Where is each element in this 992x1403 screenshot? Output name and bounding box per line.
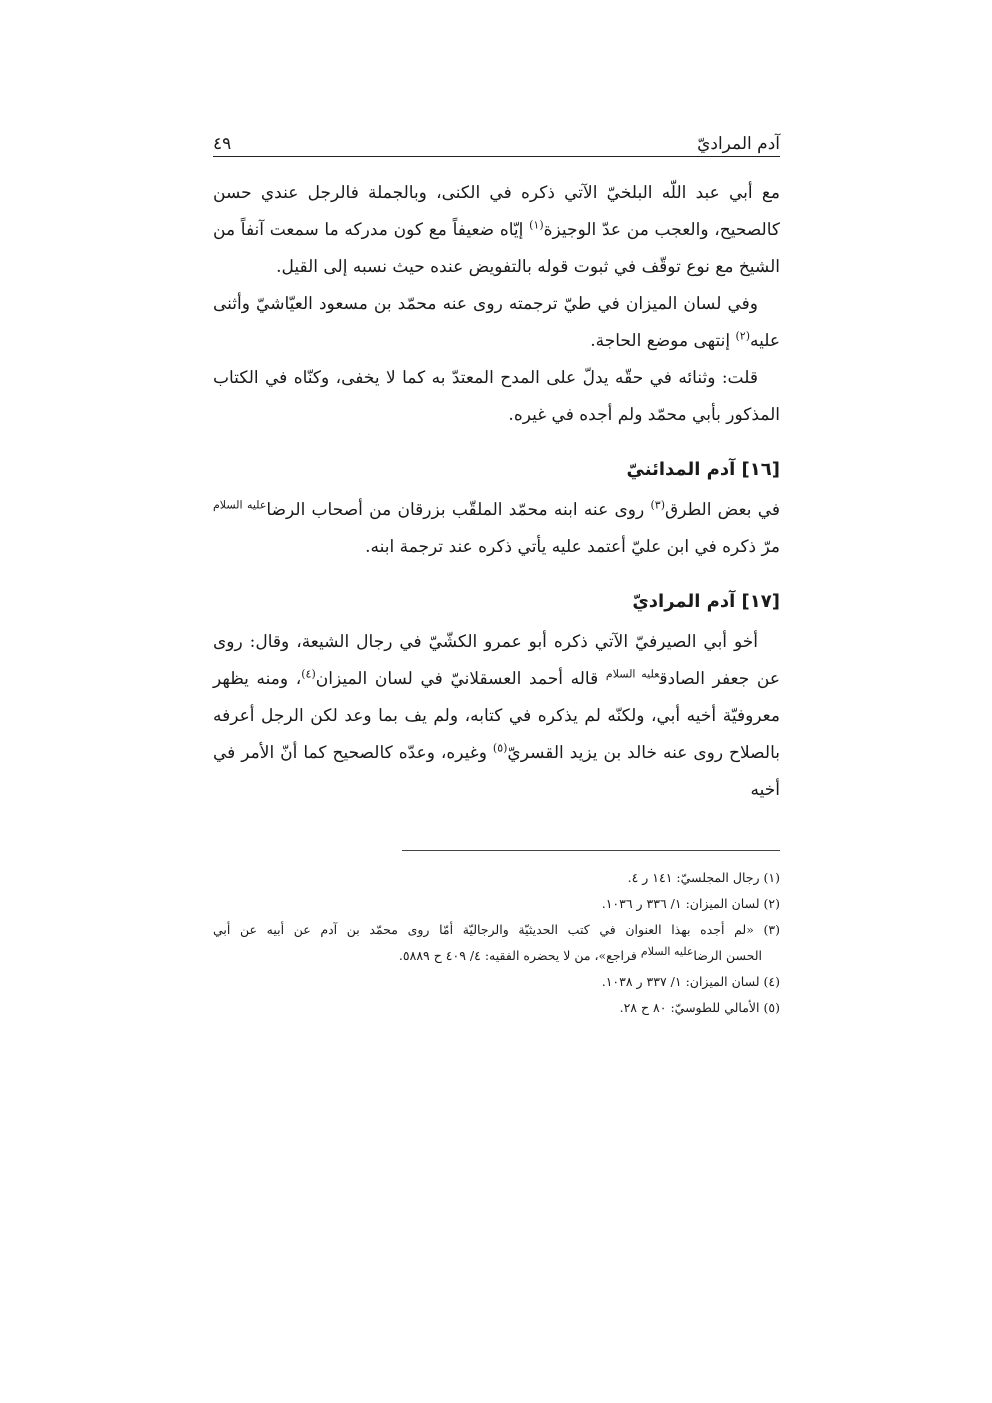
footnote-ref-3[interactable]: (٣) xyxy=(650,498,665,512)
book-page xyxy=(213,118,780,1021)
text-run: وفي لسان الميزان في طيّ ترجمته روى عنه محمّد بن مسعود العيّاشيّ وأثنى عليه xyxy=(213,294,780,351)
paragraph-entry-16 xyxy=(213,492,780,566)
paragraph-2 xyxy=(213,286,780,360)
text-run: مرّ ذكره في ابن عليّ أعتمد عليه يأتي ذكره عند ترجمة ابنه. xyxy=(365,537,780,557)
text-run: أخو أبي الصيرفيّ الآتي ذكره أبو عمرو الكشّيّ في رجال الشيعة، وقال: روى عن جعفر الصادق xyxy=(213,632,780,689)
blessing-glyph: عليه السلام xyxy=(213,498,267,512)
footnote-ref-5[interactable]: (٥) xyxy=(492,741,508,755)
text-run: فراجع»، من لا يحضره الفقيه: ٤/ ٤٠٩ ح ٥٨٨٩. xyxy=(398,948,641,963)
paragraph-1 xyxy=(213,175,780,286)
section-heading-17: [١٧] آدم المراديّ xyxy=(632,591,780,612)
text-run: إنتهى موضع الحاجة. xyxy=(590,331,736,351)
footnotes xyxy=(213,865,780,1021)
footnote-3: (٣) «لم أجده بهذا العنوان في كتب الحديثيّة والرجاليّة أمّا روى محمّد بن آدم عن أبيه عن أبي xyxy=(213,922,780,937)
text-run: مع أبي عبد اللّه البلخيّ الآتي ذكره في الكنى، وبالجملة فالرجل عندي حسن كالصحيح، والعجب من عدّ الوجيزة xyxy=(213,183,781,240)
blessing-glyph: عليه السلام xyxy=(640,944,694,958)
running-header xyxy=(213,118,780,154)
footnote-ref-2[interactable]: (٢) xyxy=(735,329,750,343)
blessing-glyph: عليه السلام xyxy=(605,667,660,681)
footnote-5: (٥) الأمالي للطوسيّ: ٨٠ ح ٢٨. xyxy=(619,1000,780,1015)
paragraph-3: قلت: وثنائه في حقّه يدلّ على المدح المعتدّ به كما لا يخفى، وكنّاه في الكتاب المذكور بأبي محمّد ولم أجده في غيره. xyxy=(213,368,780,425)
text-run: الحسن الرضا xyxy=(693,948,762,963)
text-run: قاله أحمد العسقلانيّ في لسان الميزان xyxy=(315,669,606,689)
page-number: ٤٩ xyxy=(213,134,232,154)
footnote-2: (٢) لسان الميزان: ١/ ٣٣٦ ر ١٠٣٦. xyxy=(601,896,780,911)
footnote-ref-4[interactable]: (٤) xyxy=(301,667,316,681)
text-run: وغيره، وعدّه كالصحيح كما أنّ الأمر في أخيه xyxy=(213,743,780,800)
footnote-3-continuation xyxy=(213,943,780,969)
header-rule xyxy=(213,156,780,157)
footnote-separator xyxy=(402,850,780,851)
text-run: ، ومنه يظهر معروفيّة أخيه أبي، ولكنّه لم يذكره في كتابه، ولم يف بما وعد لكن الرجل أعرفه بالصلاح روى عنه خالد بن يزيد القسريّ xyxy=(213,669,781,763)
text-run: روى عنه ابنه محمّد الملقّب بزرقان من أصحاب الرضا xyxy=(266,500,651,520)
footnote-4: (٤) لسان الميزان: ١/ ٣٣٧ ر ١٠٣٨. xyxy=(601,974,780,989)
section-heading-16: [١٦] آدم المدائنيّ xyxy=(626,459,780,480)
running-title: آدم المراديّ xyxy=(697,134,780,154)
text-run: في بعض الطرق xyxy=(665,500,781,520)
footnote-1: (١) رجال المجلسيّ: ١٤١ ر ٤. xyxy=(627,870,780,885)
text-run: إيّاه ضعيفاً مع كون مدركه ما سمعت آنفاً من الشيخ مع نوع توقّف في ثبوت قوله بالتفويض عنده حيث نسبه إلى القيل. xyxy=(213,220,780,277)
footnote-ref-1[interactable]: (١) xyxy=(529,218,544,232)
main-text xyxy=(213,175,780,809)
paragraph-entry-17 xyxy=(213,624,780,809)
